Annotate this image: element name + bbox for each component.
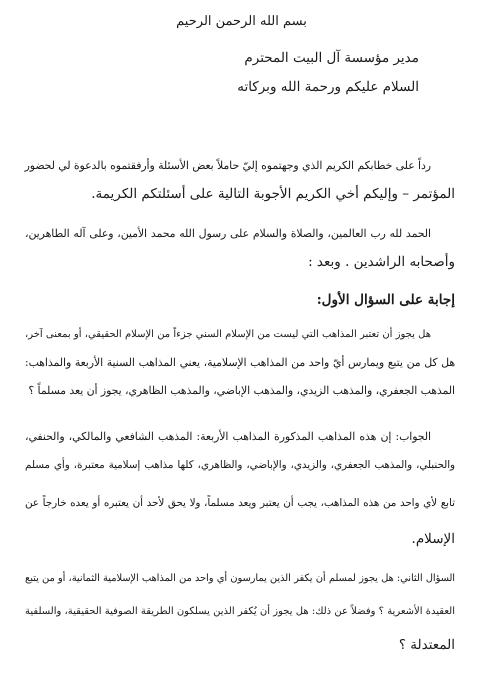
question2-line-3: المعتدلة ؟ <box>398 637 455 653</box>
intro-line-1: رداً على خطابكم الكريم الذي وجهتموه إليّ حاملاً بعض الأسئلة وأرفقتموه بالدعوة لي لحضور <box>24 159 431 172</box>
answer1-line-4: الإسلام. <box>411 531 455 547</box>
question1-line-3: المذهب الجعفري، والمذهب الزيدي، والمذهب الإباضي، والمذهب الظاهري، يجوز أن يعد مسلماً ؟ <box>28 384 455 397</box>
basmala: بسم الله الرحمن الرحيم <box>176 14 307 29</box>
praise-line-1: الحمد لله رب العالمين، والصلاة والسلام على رسول الله محمد الأمين، وعلى آله الطاهرين، <box>25 227 431 240</box>
question2-line-1: السؤال الثاني: هل يجوز لمسلم أن يكفر الذين يمارسون أي واحد من المذاهب الإسلامية الثمانية، أو من يتبع <box>25 573 455 584</box>
answer-heading: إجابة على السؤال الأول: <box>316 292 455 308</box>
greeting-line: السلام عليكم ورحمة الله وبركاته <box>237 79 419 95</box>
answer1-line-3: تابع لأي واحد من هذه المذاهب، يجب أن يعتبر ويعد مسلماً، ولا يحق لأحد أن يعتبره أو يعده خارجاً عن <box>25 497 455 509</box>
question1-line-1: هل يجوز أن تعتبر المذاهب التي ليست من الإسلام السني جزءاً من الإسلام الحقيقي، أو بمعنى آخر، <box>25 329 431 340</box>
intro-line-2: المؤتمر – وإليكم أخي الكريم الأجوبة التالية على أسئلتكم الكريمة. <box>91 186 455 202</box>
praise-line-2: وأصحابه الراشدين . وبعد : <box>308 254 455 270</box>
question1-line-2: هل كل من يتبع ويمارس أيّ واحد من المذاهب الإسلامية، يعني المذاهب السنية الأربعة والمذاهب: <box>25 356 455 369</box>
answer1-line-2: والحنبلي، والمذهب الجعفري، والزيدي، والإباضي، والظاهري، كلها مذاهب إسلامية معتبرة، وأي مسلم <box>25 459 455 471</box>
addressee-line: مدير مؤسسة آل البيت المحترم <box>244 50 419 66</box>
question2-line-2: العقيدة الأشعرية ؟ وفضلاً عن ذلك: هل يجوز أن يُكفر الذين يسلكون الطريقة الصوفية الحقيقية، والسلفية <box>25 606 455 617</box>
answer1-line-1: الجواب: إن هذه المذاهب المذكورة المذاهب الأربعة: المذهب الشافعي والمالكي، والحنفي، <box>25 430 431 443</box>
